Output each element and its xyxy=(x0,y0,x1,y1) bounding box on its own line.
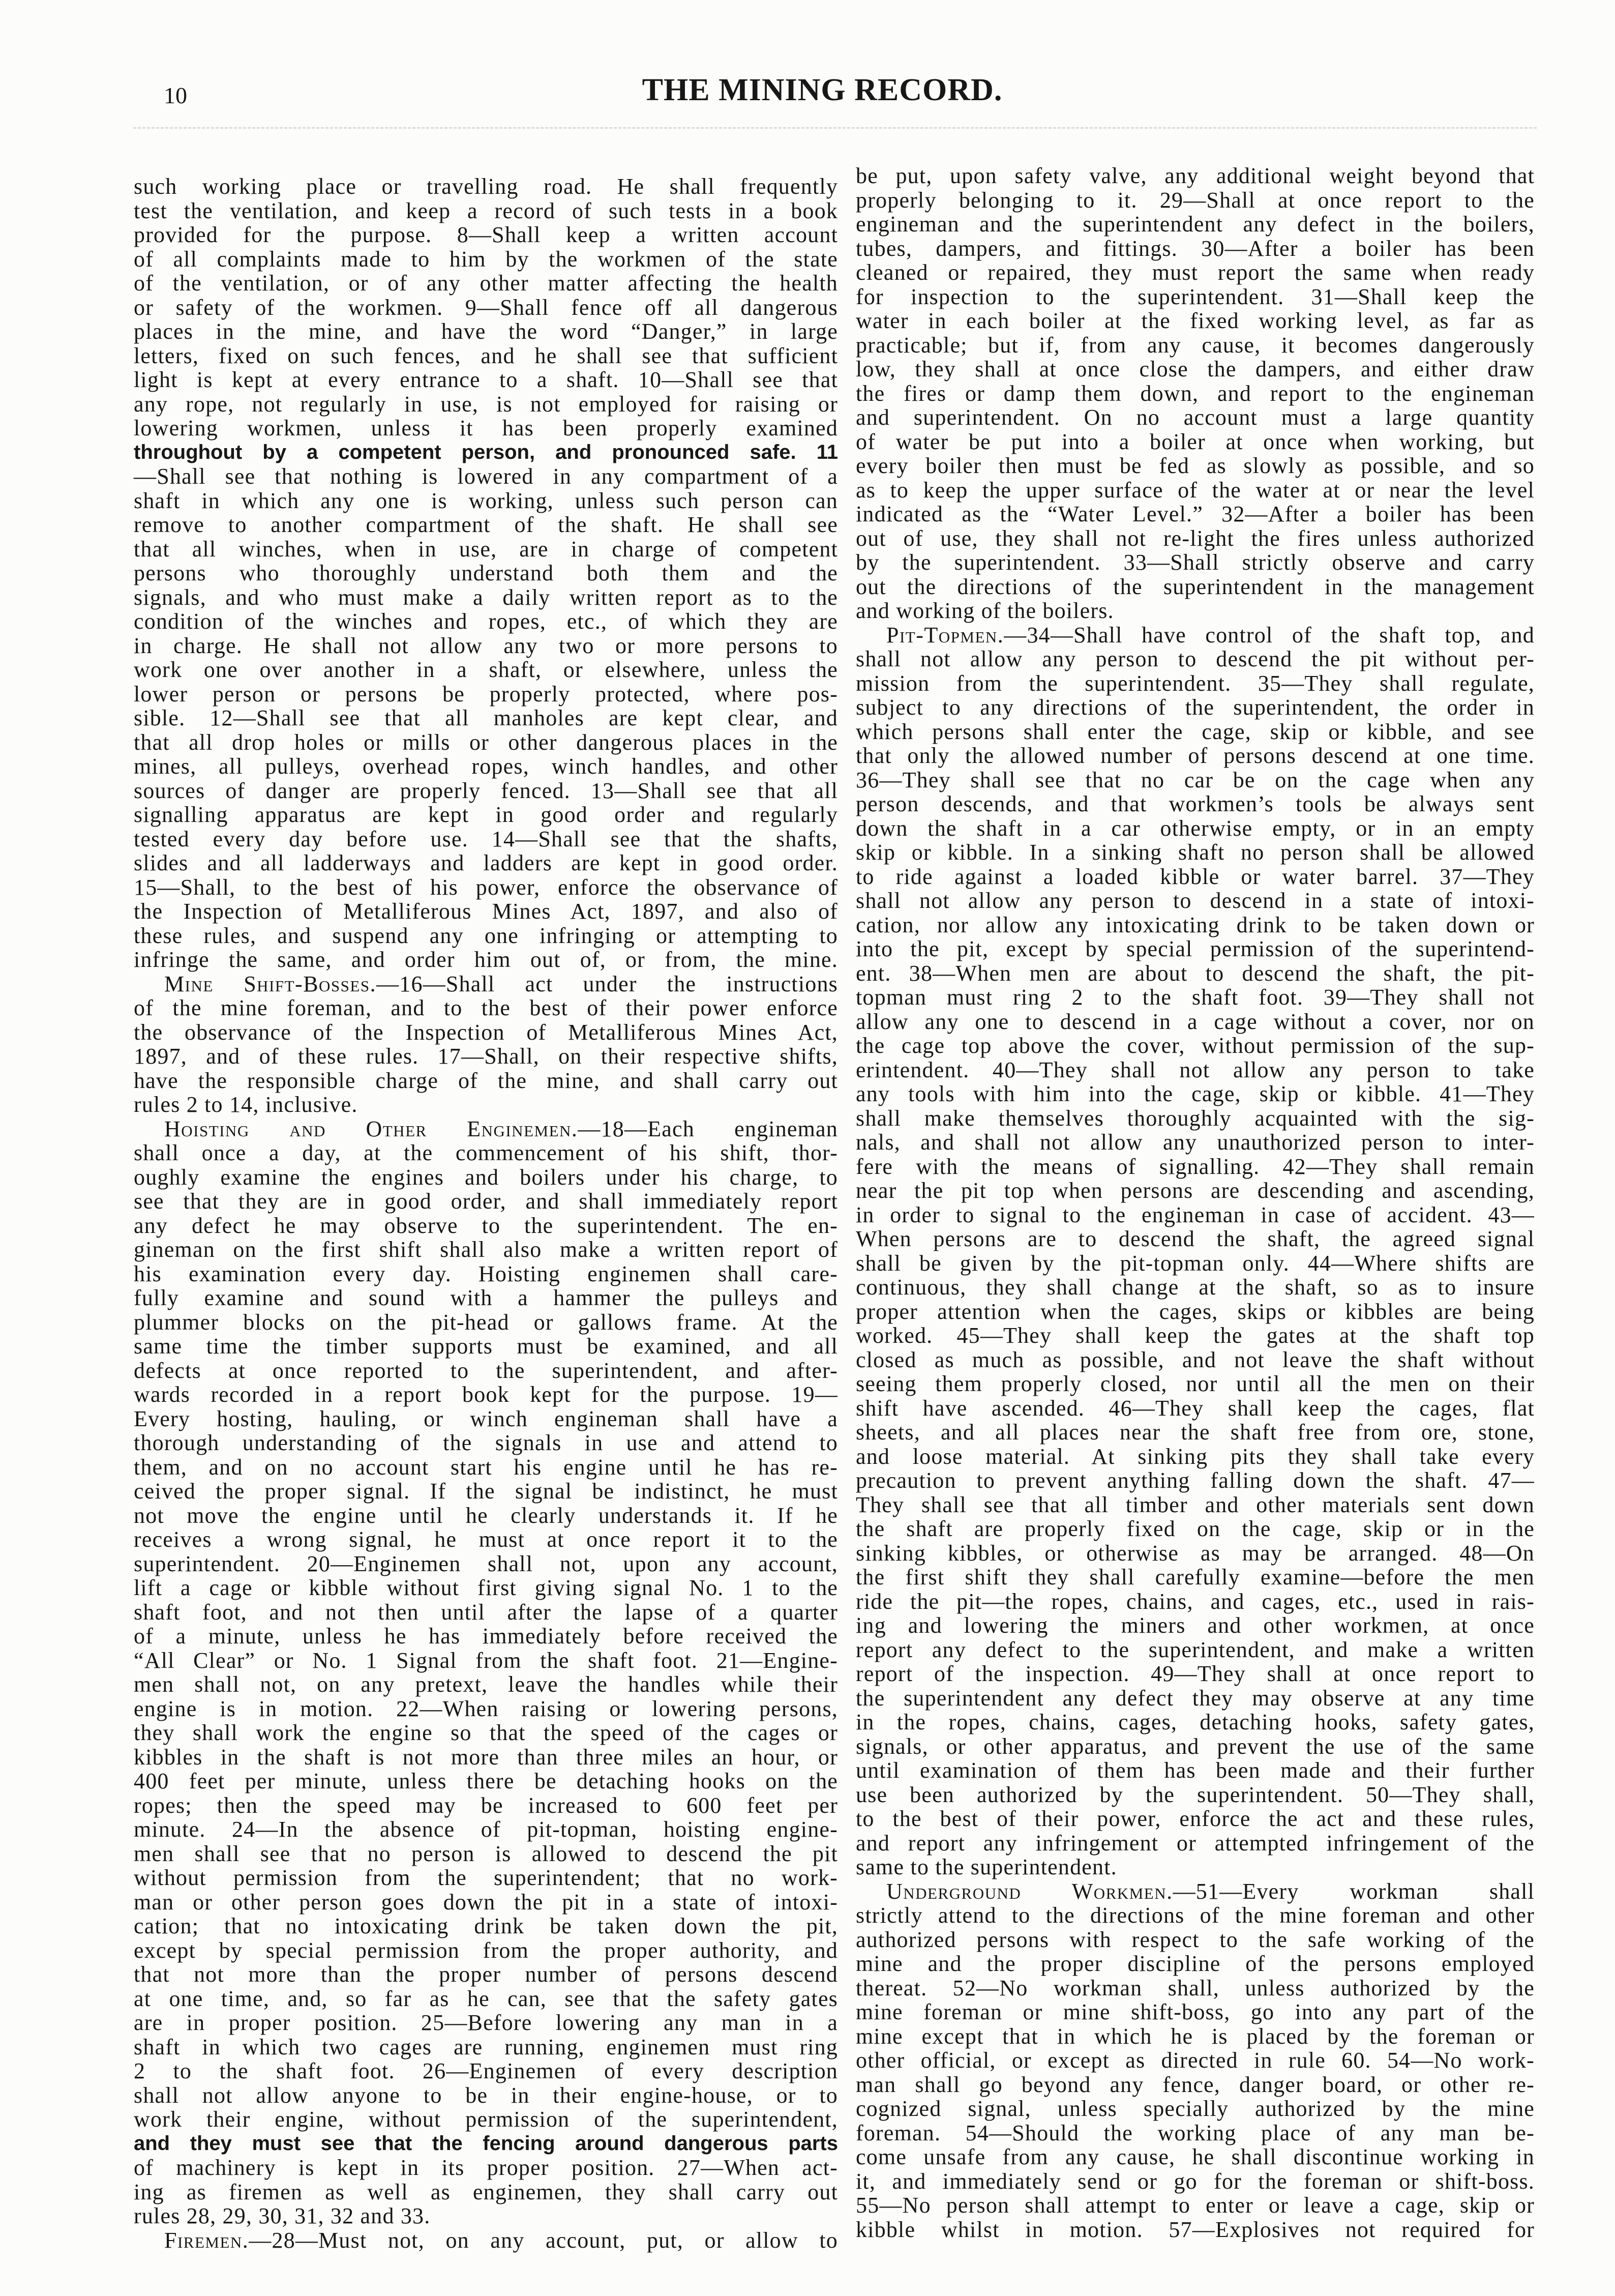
text-line: out the directions of the superintendent in the management xyxy=(856,574,1535,599)
text-line: which persons shall enter the cage, skip or kibble, and see xyxy=(856,719,1535,744)
text-line: precaution to prevent anything falling down the shaft. 47— xyxy=(856,1468,1535,1493)
text-line: throughout by a competent person, and pronounced safe. 11 xyxy=(134,440,838,463)
text-line: same to the superintendent. xyxy=(856,1855,1117,1879)
text-line: near the pit top when persons are descending and ascending, xyxy=(856,1178,1535,1203)
text-line: ing as firemen as well as enginemen, they shall carry out xyxy=(134,2179,838,2204)
text-line: foreman. 54—Should the working place of any man be- xyxy=(856,2120,1535,2145)
text-line: When persons are to descend the shaft, the agreed signal xyxy=(856,1226,1535,1251)
text-line: the Inspection of Metalliferous Mines Act, 1897, and also of xyxy=(134,899,838,924)
text-line: work one over another in a shaft, or elsewhere, unless the xyxy=(134,657,838,682)
text-line: practicable; but if, from any cause, it becomes dangerously xyxy=(856,332,1535,358)
text-line: superintendent. 20—Enginemen shall not, upon any account, xyxy=(134,1551,838,1576)
text-line: man or other person goes down the pit in a state of intoxi- xyxy=(134,1889,838,1915)
section-heading: Firemen. xyxy=(164,2227,249,2253)
text-line: for inspection to the superintendent. 31—Shall keep the xyxy=(856,284,1535,309)
text-line: sources of danger are properly fenced. 13—Shall see that all xyxy=(134,778,838,803)
text-line: tubes, dampers, and fittings. 30—After a boiler has been xyxy=(856,236,1535,261)
text-line: in order to signal to the engineman in case of accident. 43— xyxy=(856,1202,1535,1227)
text-line: 55—No person shall attempt to enter or leave a cage, skip or xyxy=(856,2193,1535,2218)
text-line: skip or kibble. In a sinking shaft no person shall be allowed xyxy=(856,840,1535,865)
text-line: minute. 24—In the absence of pit-topman, hoisting engine- xyxy=(134,1817,838,1842)
text-line: report any defect to the superintendent, and make a written xyxy=(856,1637,1535,1662)
text-line: shaft in which any one is working, unless such person can xyxy=(134,488,838,513)
text-line: of the ventilation, or of any other matter affecting the health xyxy=(134,271,838,296)
section-text: —16—Shall act under the instructions xyxy=(376,971,838,996)
text-line: closed as much as possible, and not leave the shaft without xyxy=(856,1347,1535,1372)
text-line: wards recorded in a report book kept for the purpose. 19— xyxy=(134,1382,838,1407)
text-line: to ride against a loaded kibble or water barrel. 37—They xyxy=(856,864,1535,889)
text-line: signals, or other apparatus, and prevent the use of the same xyxy=(856,1733,1535,1759)
text-line: lowering workmen, unless it has been properly examined xyxy=(134,416,838,440)
text-line: allow any one to descend in a cage without a cover, nor on xyxy=(856,1009,1535,1034)
text-line: of machinery is kept in its proper position. 27—When act- xyxy=(134,2155,838,2180)
text-line: work their engine, without permission of the superintendent, xyxy=(134,2107,838,2132)
text-line: until examination of them has been made and their further xyxy=(856,1758,1535,1783)
text-line: shall not allow any person to descend the pit without per- xyxy=(856,646,1535,671)
text-line: not move the engine until he clearly understands it. If he xyxy=(134,1503,838,1528)
text-line: and they must see that the fencing around dangerous parts xyxy=(134,2132,838,2155)
publication-title: THE MINING RECORD. xyxy=(642,73,1003,107)
text-line: gineman on the first shift shall also make a written report of xyxy=(134,1237,838,1262)
page-number: 10 xyxy=(164,82,187,108)
text-line: lift a cage or kibble without first giving signal No. 1 to the xyxy=(134,1575,838,1600)
text-line: sinking kibbles, or otherwise as may be arranged. 48—On xyxy=(856,1540,1535,1566)
section-heading: Underground Workmen. xyxy=(886,1878,1173,1904)
text-line: strictly attend to the directions of the mine foreman and other xyxy=(856,1903,1535,1928)
text-line: the first shift they shall carefully examine—before the men xyxy=(856,1565,1535,1589)
text-line: continuous, they shall change at the shaft, so as to insure xyxy=(856,1275,1535,1300)
text-line xyxy=(134,1117,838,1141)
section-text: —34—Shall have control of the shaft top, and xyxy=(1004,622,1535,647)
section-text: —18—Each engineman xyxy=(578,1116,838,1141)
text-line: his examination every day. Hoisting enginemen shall care- xyxy=(134,1261,838,1286)
text-line: fere with the means of signalling. 42—They shall remain xyxy=(856,1154,1535,1179)
text-line: of the mine foreman, and to the best of their power enforce xyxy=(134,995,838,1020)
text-line xyxy=(134,2228,838,2253)
header-rule xyxy=(133,127,1537,129)
text-line: Every hosting, hauling, or winch engineman shall have a xyxy=(134,1406,838,1431)
text-line: tested every day before use. 14—Shall see that the shafts, xyxy=(134,826,838,851)
text-line: —Shall see that nothing is lowered in any compartment of a xyxy=(134,464,838,489)
text-line: cation, nor allow any intoxicating drink to be taken down or xyxy=(856,912,1535,937)
text-line: signalling apparatus are kept in good order and regularly xyxy=(134,802,838,827)
text-line: 1897, and of these rules. 17—Shall, on their respective shifts, xyxy=(134,1044,838,1069)
text-line: and loose material. At sinking pits they shall take every xyxy=(856,1444,1535,1469)
text-line: the observance of the Inspection of Metalliferous Mines Act, xyxy=(134,1019,838,1045)
text-line: without permission from the superintendent; that no work- xyxy=(134,1865,838,1890)
text-line: cleaned or repaired, they must report the same when ready xyxy=(856,260,1535,285)
text-line: of a minute, unless he has immediately before received the xyxy=(134,1624,838,1649)
text-line: infringe the same, and order him out of, or from, the mine. xyxy=(134,947,838,972)
text-line: man shall go beyond any fence, danger board, or other re- xyxy=(856,2072,1535,2097)
text-line: person descends, and that workmen’s tools be always sent xyxy=(856,791,1535,816)
text-line: the superintendent any defect they may observe at any time xyxy=(856,1685,1535,1711)
text-line: any tools with him into the cage, skip or kibble. 41—They xyxy=(856,1081,1535,1106)
text-line: receives a wrong signal, he must at once report it to the xyxy=(134,1527,838,1552)
text-line: low, they shall at once close the dampers, and either draw xyxy=(856,357,1535,381)
text-line: fully examine and sound with a hammer the pulleys and xyxy=(134,1285,838,1310)
text-line: mine and the proper discipline of the persons employed xyxy=(856,1951,1535,1976)
text-line: have the responsible charge of the mine, and shall carry out xyxy=(134,1068,838,1093)
text-line: thereat. 52—No workman shall, unless authorized by the xyxy=(856,1975,1535,2000)
text-line: places in the mine, and have the word “Danger,” in large xyxy=(134,319,838,344)
text-line: see that they are in good order, and shall immediately report xyxy=(134,1189,838,1214)
text-line: 2 to the shaft foot. 26—Enginemen of every description xyxy=(134,2058,838,2083)
text-line: of all complaints made to him by the workmen of the state xyxy=(134,246,838,272)
text-line: that not more than the proper number of persons descend xyxy=(134,1962,838,1987)
text-line: ing and lowering the miners and other workmen, at once xyxy=(856,1613,1535,1638)
text-line: any defect he may observe to the superintendent. The en- xyxy=(134,1213,838,1238)
text-line: kibble whilst in motion. 57—Explosives not required for xyxy=(856,2217,1535,2242)
section-heading: Pit-Topmen. xyxy=(886,622,1004,647)
text-line: it, and immediately send or go for the foreman or shift-boss. xyxy=(856,2168,1535,2194)
text-line: test the ventilation, and keep a record of such tests in a book xyxy=(134,198,838,223)
text-line: and superintendent. On no account must a large quantity xyxy=(856,405,1535,430)
text-line: mine except that in which he is placed by the foreman or xyxy=(856,2023,1535,2049)
text-line: authorized persons with respect to the safe working of the xyxy=(856,1927,1535,1952)
text-line: and working of the boilers. xyxy=(856,598,1114,623)
text-line: in the ropes, chains, cages, detaching hooks, safety gates, xyxy=(856,1710,1535,1734)
text-line: ceived the proper signal. If the signal be indistinct, he must xyxy=(134,1479,838,1504)
text-line: the shaft are properly fixed on the cage, skip or in the xyxy=(856,1516,1535,1541)
text-line: letters, fixed on such fences, and he shall see that sufficient xyxy=(134,343,838,368)
text-line: 36—They shall see that no car be on the cage when any xyxy=(856,767,1535,792)
text-line: that all drop holes or mills or other dangerous places in the xyxy=(134,729,838,755)
text-line: come unsafe from any cause, he shall discontinue working in xyxy=(856,2144,1535,2169)
text-line: cation; that no intoxicating drink be taken down the pit, xyxy=(134,1914,838,1938)
text-line: persons who thoroughly understand both them and the xyxy=(134,561,838,585)
text-line xyxy=(134,972,838,996)
text-line: as to keep the upper surface of the water at or near the level xyxy=(856,477,1535,503)
text-line: light is kept at every entrance to a shaft. 10—Shall see that xyxy=(134,367,838,392)
text-line: these rules, and suspend any one infringing or attempting to xyxy=(134,923,838,948)
text-line: they shall work the engine so that the speed of the cages or xyxy=(134,1720,838,1745)
text-line: to the best of their power, enforce the act and these rules, xyxy=(856,1806,1535,1831)
text-line: and report any infringement or attempted infringement of the xyxy=(856,1830,1535,1856)
text-line: engine is in motion. 22—When raising or lowering persons, xyxy=(134,1696,838,1721)
text-line: “All Clear” or No. 1 Signal from the shaft foot. 21—Engine- xyxy=(134,1647,838,1673)
text-line: mission from the superintendent. 35—They shall regulate, xyxy=(856,670,1535,696)
text-line: report of the inspection. 49—They shall at once report to xyxy=(856,1661,1535,1686)
text-line: at one time, and, so far as he can, see that the safety gates xyxy=(134,1986,838,2011)
text-line: that only the allowed number of persons descend at one time. xyxy=(856,743,1535,768)
text-line: are in proper position. 25—Before lowering any man in a xyxy=(134,2010,838,2035)
text-line: by the superintendent. 33—Shall strictly observe and carry xyxy=(856,550,1535,575)
text-line: condition of the winches and ropes, etc., of which they are xyxy=(134,609,838,634)
text-line: shall once a day, at the commencement of his shift, thor- xyxy=(134,1140,838,1165)
text-line: seeing them properly closed, nor until all the men on their xyxy=(856,1371,1535,1396)
text-line: mine foreman or mine shift-boss, go into any part of the xyxy=(856,1999,1535,2024)
section-text: —51—Every workman shall xyxy=(1173,1878,1535,1904)
text-line: down the shaft in a car otherwise empty, or in an empty xyxy=(856,815,1535,841)
text-line xyxy=(856,623,1535,647)
text-line xyxy=(856,1879,1535,1904)
section-heading: Hoisting and Other Enginemen. xyxy=(164,1116,578,1141)
text-line: shift have ascended. 46—They shall keep the cages, flat xyxy=(856,1395,1535,1421)
left-column xyxy=(134,174,838,2252)
text-line: sheets, and all places near the shaft free from ore, stone, xyxy=(856,1420,1535,1445)
text-line: shall make themselves thoroughly acquainted with the sig- xyxy=(856,1105,1535,1131)
text-line: shall be given by the pit-topman only. 44—Where shifts are xyxy=(856,1250,1535,1276)
text-line: kibbles in the shaft is not more than three miles an hour, or xyxy=(134,1744,838,1770)
text-line: men shall see that no person is allowed to descend the pit xyxy=(134,1841,838,1866)
text-line: water in each boiler at the fixed working level, as far as xyxy=(856,308,1535,333)
text-line: slides and all ladderways and ladders are kept in good order. xyxy=(134,850,838,875)
text-line: same time the timber supports must be examined, and all xyxy=(134,1334,838,1359)
text-line: use been authorized by the superintendent. 50—They shall, xyxy=(856,1782,1535,1807)
text-line: or safety of the workmen. 9—Shall fence off all dangerous xyxy=(134,295,838,320)
text-line: in charge. He shall not allow any two or more persons to xyxy=(134,633,838,658)
text-line: 400 feet per minute, unless there be detaching hooks on the xyxy=(134,1769,838,1793)
text-line: every boiler then must be fed as slowly as possible, and so xyxy=(856,453,1535,478)
text-line: They shall see that all timber and other materials sent down xyxy=(856,1492,1535,1517)
text-line: them, and on no account start his engine until he has re- xyxy=(134,1454,838,1480)
text-line: ropes; then the speed may be increased to 600 feet per xyxy=(134,1792,838,1818)
text-line: thorough understanding of the signals in use and attend to xyxy=(134,1430,838,1455)
text-line: shall not allow any person to descend in a state of intoxi- xyxy=(856,888,1535,913)
text-line: rules 2 to 14, inclusive. xyxy=(134,1092,358,1117)
text-line: ride the pit—the ropes, chains, and cages, etc., used in rais- xyxy=(856,1588,1535,1614)
text-line: the cage top above the cover, without permission of the sup- xyxy=(856,1033,1535,1058)
text-line: other official, or except as directed in rule 60. 54—No work- xyxy=(856,2048,1535,2073)
text-line: plummer blocks on the pit-head or gallows frame. At the xyxy=(134,1309,838,1335)
text-line: properly belonging to it. 29—Shall at once report to the xyxy=(856,187,1535,213)
text-line: any rope, not regularly in use, is not employed for raising or xyxy=(134,391,838,417)
text-line: 15—Shall, to the best of his power, enforce the observance of xyxy=(134,874,838,900)
section-heading: Mine Shift-Bosses. xyxy=(164,971,377,996)
text-line: erintendent. 40—They shall not allow any person to take xyxy=(856,1057,1535,1082)
text-line: men shall not, on any pretext, leave the handles while their xyxy=(134,1672,838,1697)
text-line: provided for the purpose. 8—Shall keep a written account xyxy=(134,222,838,247)
text-line: cognized signal, unless specially authorized by the mine xyxy=(856,2096,1535,2121)
text-line: except by special permission from the proper authority, and xyxy=(134,1937,838,1963)
text-line: shaft foot, and not then until after the lapse of a quarter xyxy=(134,1599,838,1625)
text-line: signals, and who must make a daily written report as to the xyxy=(134,584,838,610)
section-text: —28—Must not, on any account, put, or allow to xyxy=(249,2227,838,2253)
text-line: worked. 45—They shall keep the gates at the shaft top xyxy=(856,1323,1535,1348)
text-line: out of use, they shall not re-light the fires unless authorized xyxy=(856,525,1535,551)
text-line: proper attention when the cages, skips or kibbles are being xyxy=(856,1299,1535,1324)
right-column xyxy=(856,164,1535,2242)
text-line: shaft in which two cages are running, enginemen must ring xyxy=(134,2034,838,2059)
text-line: lower person or persons be properly protected, where pos- xyxy=(134,681,838,707)
text-line: ent. 38—When men are about to descend the shaft, the pit- xyxy=(856,960,1535,986)
text-line: rules 28, 29, 30, 31, 32 and 33. xyxy=(134,2203,431,2228)
text-line: of water be put into a boiler at once when working, but xyxy=(856,429,1535,454)
text-line: engineman and the superintendent any defect in the boilers, xyxy=(856,212,1535,237)
text-line: defects at once reported to the superintendent, and after- xyxy=(134,1358,838,1383)
text-line: such working place or travelling road. He shall frequently xyxy=(134,174,838,199)
text-line: that all winches, when in use, are in charge of competent xyxy=(134,536,838,562)
text-line: be put, upon safety valve, any additional weight beyond that xyxy=(856,163,1535,188)
text-line: into the pit, except by special permission of the superintend- xyxy=(856,936,1535,961)
text-line: shall not allow anyone to be in their engine-house, or to xyxy=(134,2082,838,2108)
text-line: mines, all pulleys, overhead ropes, winch handles, and other xyxy=(134,754,838,779)
text-line: topman must ring 2 to the shaft foot. 39—They shall not xyxy=(856,985,1535,1010)
text-line: remove to another compartment of the shaft. He shall see xyxy=(134,512,838,537)
text-line: oughly examine the engines and boilers under his charge, to xyxy=(134,1164,838,1190)
text-line: sible. 12—Shall see that all manholes are kept clear, and xyxy=(134,705,838,730)
text-line: nals, and shall not allow any unauthorized person to inter- xyxy=(856,1130,1535,1155)
text-line: the fires or damp them down, and report to the engineman xyxy=(856,380,1535,406)
text-line: subject to any directions of the superintendent, the order in xyxy=(856,695,1535,720)
text-line: indicated as the “Water Level.” 32—After a boiler has been xyxy=(856,502,1535,526)
